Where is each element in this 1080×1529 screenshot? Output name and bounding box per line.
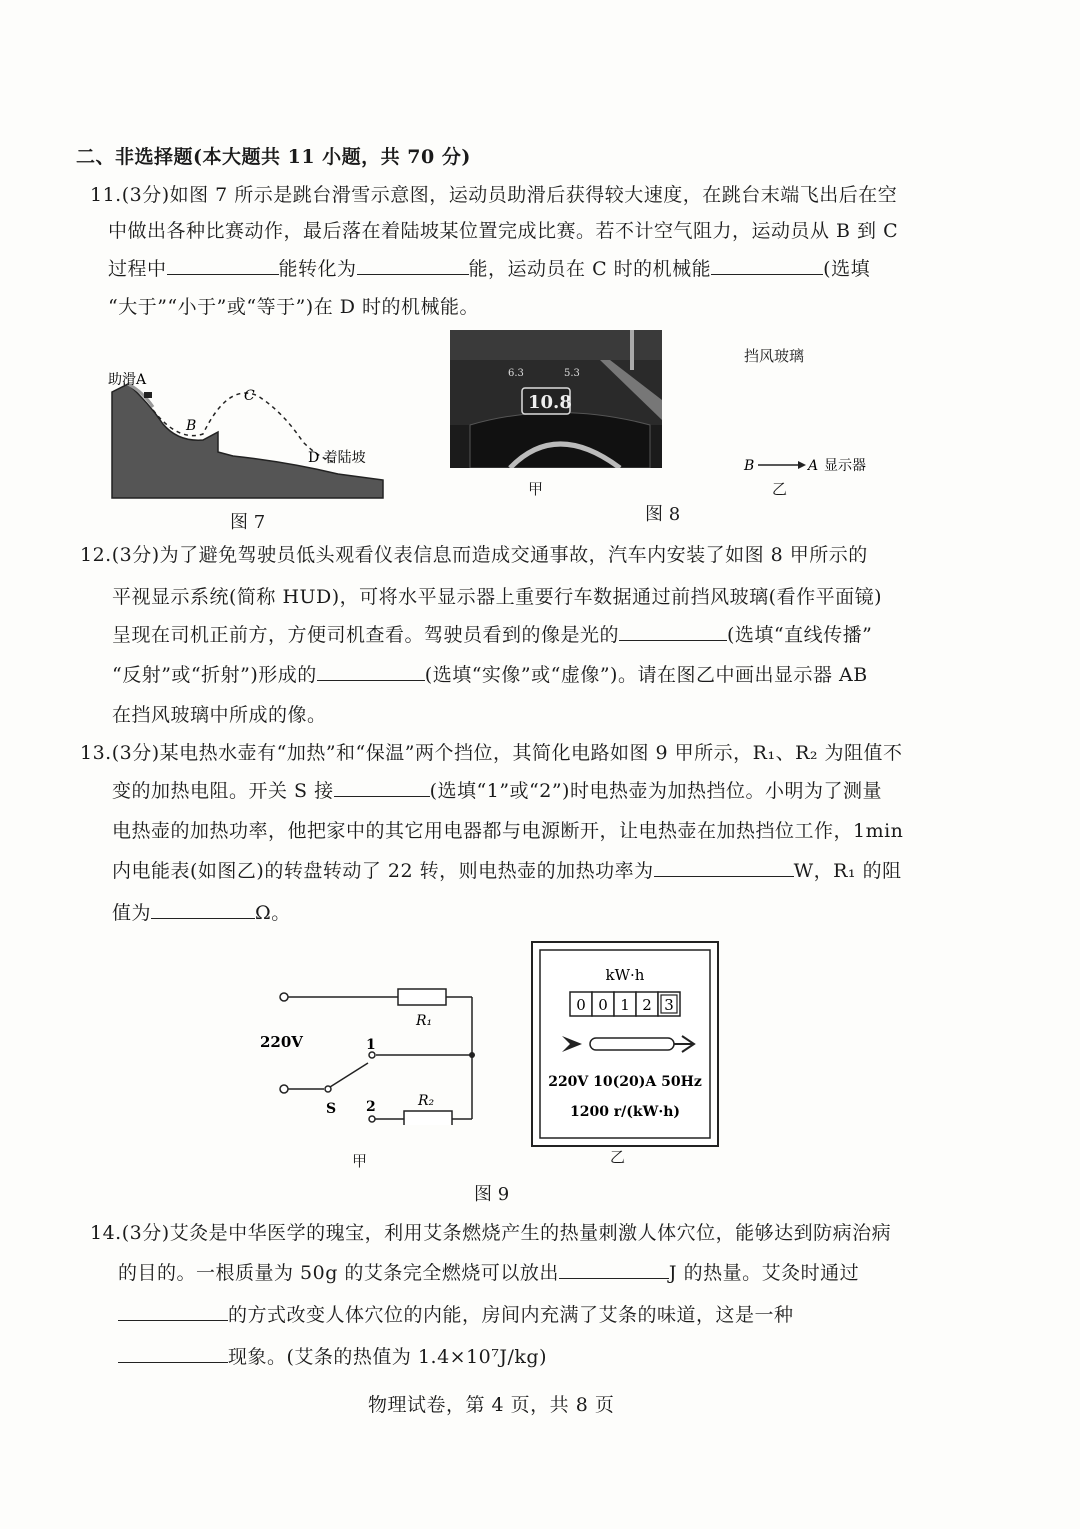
digit: 2 [642,996,652,1014]
q14-text: J 的热量。艾灸时通过 [668,1262,860,1284]
q14-answer-blank-3[interactable] [118,1344,228,1363]
contact-2 [369,1116,375,1122]
fig9-caption: 图 9 [474,1184,510,1205]
hud-photo [450,330,662,468]
label-c: C [244,388,255,404]
q12-text: (选填“实像”或“虚像”)。请在图乙中画出显示器 AB [424,664,868,686]
q13-answer-blank-1[interactable] [334,778,430,797]
q13-answer-blank-2[interactable] [654,858,794,877]
q11-text: 过程中 [108,258,167,280]
q12-line-2: 平视显示系统(简称 HUD)，可将水平显示器上重要行车数据通过前挡风玻璃(看作平面镜) [112,586,883,608]
q13-text: 内电能表(如图乙)的转盘转动了 22 转，则电热壶的加热功率为 [112,860,654,882]
hud-speed: 10.8 [528,392,572,413]
skier-icon [144,392,152,398]
q14-answer-blank-2[interactable] [118,1302,228,1321]
fig7-caption: 图 7 [230,512,266,533]
q14-line-1: 14.(3分)艾灸是中华医学的瑰宝，利用艾条燃烧产生的热量刺激人体穴位，能够达到防病治病 [90,1222,892,1244]
fig8-sub-b: 乙 [772,480,788,498]
q14-text: 现象。(艾条的热值为 1.4×10⁷J/kg) [228,1346,547,1368]
q12-text: 呈现在司机正前方，方便司机查看。驾驶员看到的像是光的 [112,624,620,646]
q14-text: 的目的。一根质量为 50g 的艾条完全燃烧可以放出 [118,1262,559,1284]
q11-answer-blank-1[interactable] [167,256,279,275]
q12-line-1: 12.(3分)为了避免驾驶员低头观看仪表信息而造成交通事故，汽车内安装了如图 8 甲所示的 [80,544,868,566]
q13-text: 值为 [112,902,152,924]
point-b: B [744,458,755,474]
q11-answer-blank-2[interactable] [357,256,469,275]
position-1-label: 1 [366,1037,376,1053]
q13-line-1: 13.(3分)某电热水壶有“加热”和“保温”两个挡位，其简化电路如图 9 甲所示，R₁、R₂ 为阻值不 [80,742,903,764]
q12-answer-blank-2[interactable] [317,662,425,681]
digit: 0 [598,996,608,1014]
q13-line-2 [112,776,882,803]
display-ab-diagram [742,452,892,478]
hud-small-1: 6.3 [508,368,524,379]
r1-label: R₁ [416,1013,433,1029]
electricity-meter [530,940,720,1150]
meter-digit-row [570,992,680,1016]
label-d: D 着陆坡 [308,450,366,466]
page-footer: 物理试卷，第 4 页，共 8 页 [368,1394,615,1416]
label-b: B [186,418,197,434]
meter-unit: kW·h [605,966,645,984]
r2-label: R₂ [418,1093,435,1109]
q14-line-3 [118,1300,794,1327]
fig8-sub-a: 甲 [528,480,544,498]
display-label: 显示器 [824,458,866,474]
section-title: 二、非选择题(本大题共 11 小题，共 70 分) [76,146,471,168]
q11-line-1: 11.(3分)如图 7 所示是跳台滑雪示意图，运动员助滑后获得较大速度，在跳台末端飞出后在空 [90,184,898,206]
fig8-caption: 图 8 [645,504,681,525]
label-a: 助滑A [108,372,147,388]
meter-spec: 220V 10(20)A 50Hz [548,1074,702,1090]
q14-text: 的方式改变人体穴位的内能，房间内充满了艾条的味道，这是一种 [228,1304,794,1326]
fig9-sub-a: 甲 [352,1152,368,1170]
q13-line-5 [112,898,291,925]
voltage-label: 220V [260,1033,303,1051]
terminal-top [280,993,288,1001]
q12-text: “反射”或“折射”)形成的 [112,664,317,686]
q13-line-3: 电热壶的加热功率，他把家中的其它用电器都与电源断开，让电热壶在加热挡位工作，1min [112,820,904,842]
q13-line-4 [112,856,902,883]
q12-line-3 [112,620,872,647]
windshield-label: 挡风玻璃 [744,347,805,365]
q12-text: (选填“直线传播” [727,624,873,646]
terminal-bottom [280,1085,288,1093]
q13-text: W，R₁ 的阻 [793,860,902,882]
fig9-sub-b: 乙 [610,1148,626,1166]
q13-answer-blank-3[interactable] [151,900,255,919]
switch-label: S [326,1101,337,1117]
q12-line-5: 在挡风玻璃中所成的像。 [112,704,327,726]
q11-line-4: “大于”“小于”或“等于”)在 D 时的机械能。 [108,296,480,318]
hud-small-2: 5.3 [564,368,580,379]
digit: 3 [664,996,674,1014]
position-2-label: 2 [366,1099,376,1115]
resistor-r2 [404,1111,452,1125]
meter-rate: 1200 r/(kW·h) [569,1104,681,1120]
q14-answer-blank-1[interactable] [559,1260,669,1279]
q13-text: Ω。 [255,902,291,924]
q14-line-4 [118,1342,547,1369]
q13-text: 变的加热电阻。开关 S 接 [112,780,334,802]
switch-blade [330,1063,368,1087]
q13-text: (选填“1”或“2”)时电热壶为加热挡位。小明为了测量 [429,780,882,802]
lamp-post [630,330,634,370]
resistor-r1 [398,989,446,1005]
ski-jump-figure [108,362,388,502]
dashboard [470,413,650,469]
q11-line-3 [108,254,870,281]
ab-arrowhead [798,461,806,469]
q11-answer-blank-3[interactable] [711,256,823,275]
q12-line-4 [112,660,868,687]
rotating-disc-window [590,1038,674,1050]
q11-text: (选填 [823,258,871,280]
digit: 1 [620,996,630,1014]
q11-text: 能转化为 [278,258,357,280]
point-a: A [808,458,819,474]
q14-line-2 [118,1258,859,1285]
circuit-diagram [250,975,500,1125]
q11-line-2: 中做出各种比赛动作，最后落在着陆坡某位置完成比赛。若不计空气阻力，运动员从 B 到 C [108,220,899,242]
q12-answer-blank-1[interactable] [619,622,727,641]
q11-text: 能，运动员在 C 时的机械能 [468,258,712,280]
digit: 0 [576,996,586,1014]
